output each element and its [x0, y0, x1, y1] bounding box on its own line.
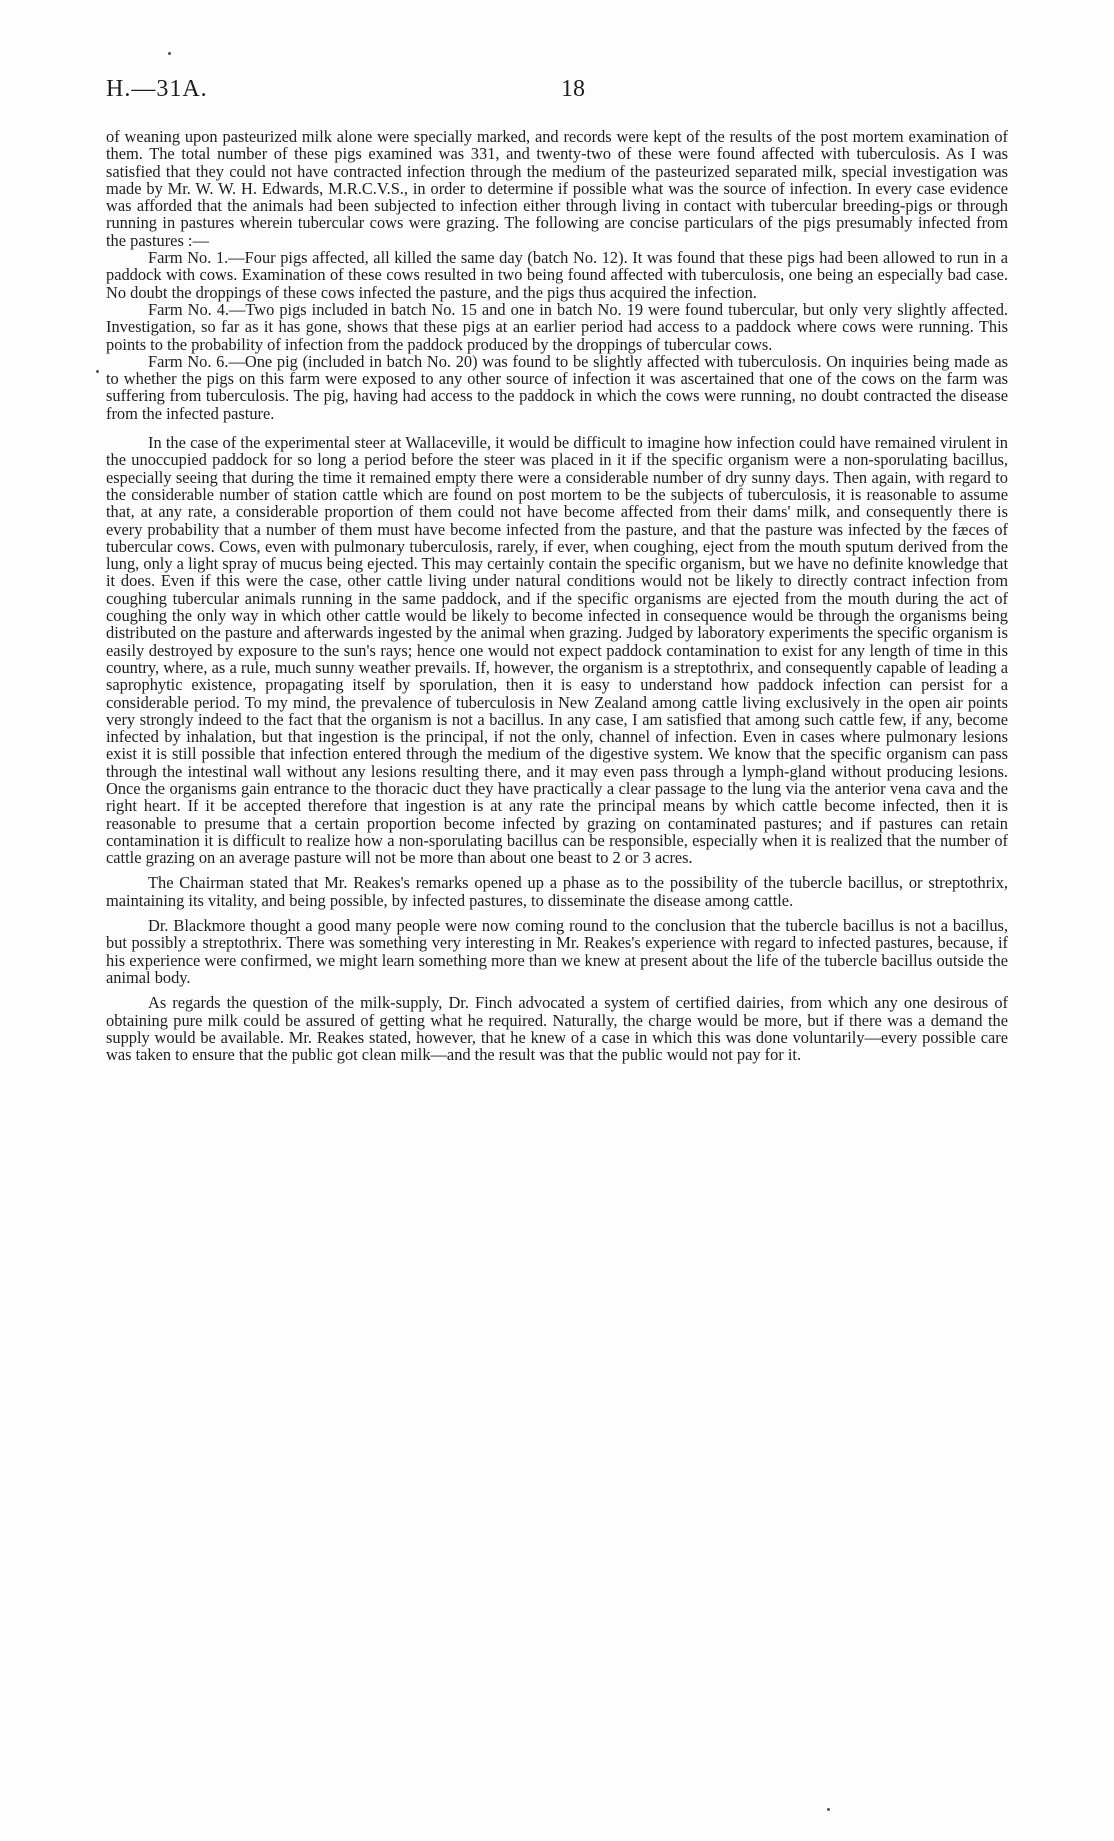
paragraph-farm-1: Farm No. 1.—Four pigs affected, all killed the same day (batch No. 12). It was found that these pigs had been allowed to run in a paddock with cows. Examination of these cows resulted in two being found affected with tuberculosis, one being an especially bad case. No doubt the droppings of these cows infected the pasture, and the pigs thus acquired the infection. [106, 248, 1008, 302]
page-header [106, 76, 1008, 110]
body-text [106, 128, 1008, 1071]
speck-mark [168, 52, 171, 55]
speck-mark [827, 1808, 830, 1811]
document-id: H.—31A. [106, 76, 208, 102]
paragraph-farm-6: Farm No. 6.—One pig (included in batch No. 20) was found to be slightly affected with tuberculosis. On inquiries being made as to whether the pigs on this farm were exposed to any other source of infection it was ascertained that one of the cows on the farm was suffering from tuberculosis. The pig, having had access to the paddock in which the cows were running, no doubt contracted the disease from the infected pasture. [106, 351, 1008, 423]
page-number: 18 [561, 76, 585, 102]
speck-mark [96, 370, 99, 373]
paragraph: In the case of the experimental steer at Wallaceville, it would be difficult to imagine how infection could have remained virulent in the unoccupied paddock for so long a period before the steer was placed in it if the specific organism were a non-sporulating bacillus, especially seeing that during the time it remained empty there were a considerable number of dry sunny days. Then again, with regard to the considerable number of station cattle which are found on post mortem to be the subjects of tuberculosis, it is reasonable to assume that, at any rate, a considerable proportion of them could not have become affected from their dams' milk, and consequently there is every probability that a number of them must have become infected from the pasture, and that the pasture was infected by the fæces of tubercular cows. Cows, even with pulmonary tuberculosis, rarely, if ever, when coughing, eject from the mouth sputum derived from the lung, only a light spray of mucus being ejected. This may certainly contain the specific organism, but we have no definite knowledge that it does. Even if this were the case, other cattle living under natural conditions would not be likely to directly contract infection from coughing tubercular animals running in the same paddock, and if the specific organisms are ejected from the mouth during the act of coughing the only way in which other cattle would be likely to become infected in consequence would be through the organisms being distributed on the pasture and afterwards ingested by the animal when grazing. Judged by laboratory experiments the specific organism is easily destroyed by exposure to the sun's rays; hence one would not expect paddock contamination to exist for any length of time in this country, where, as a rule, much sunny weather prevails. If, however, the organism is a streptothrix, and consequently capable of leading a saprophytic existence, propagating itself by sporulation, then it is easy to understand how paddock infection can persist for a considerable period. To my mind, the prevalence of tuberculosis in New Zealand among cattle living exclusively in the open air points very strongly indeed to the fact that the organism is not a bacillus. In any case, I am satisfied that among such cattle few, if any, become infected by inhalation, but that ingestion is the principal, if not the only, channel of infection. Even in cases where pulmonary lesions exist it is still possible that infection entered through the medium of the digestive system. We know that the specific organism can pass through the intestinal wall without any lesions resulting there, and it may even pass through a lymph-gland without producing lesions. Once the organisms gain entrance to the thoracic duct they have practically a clear passage to the lung via the anterior vena cava and the right heart. If it be accepted therefore that ingestion is at any rate the principal means by which cattle become infected, then it is reasonable to presume that a certain proportion become infected by grazing on contaminated pastures; and if pastures can retain contamination it is difficult to realize how a non-sporulating bacillus can be responsible, especially when it is realized that the number of cattle grazing on an average pasture will not be more than about one beast to 2 or 3 acres. [106, 433, 1008, 868]
paragraph: The Chairman stated that Mr. Reakes's remarks opened up a phase as to the possibility of the tubercle bacillus, or streptothrix, maintaining its vitality, and being possible, by infected pastures, to disseminate the disease among cattle. [106, 873, 1008, 910]
paragraph: Dr. Blackmore thought a good many people were now coming round to the conclusion that the tubercle bacillus is not a bacillus, but possibly a streptothrix. There was something very interesting in Mr. Reakes's experience with regard to infected pastures, because, if his experience were confirmed, we might learn something more than we knew at present about the life of the tubercle bacillus outside the animal body. [106, 916, 1008, 987]
paragraph: of weaning upon pasteurized milk alone were specially marked, and records were kept of the results of the post mortem examination of them. The total number of these pigs examined was 331, and twenty-two of these were found affected with tuberculosis. As I was satisfied that they could not have contracted infection through the medium of the pasteurized separated milk, special investigation was made by Mr. W. W. H. Edwards, M.R.C.V.S., in order to determine if possible what was the source of infection. In every case evidence was afforded that the animals had been subjected to infection either through living in contact with tubercular breeding-pigs or through running in pastures wherein tubercular cows were grazing. The following are concise particulars of the pigs presumably infected from the pastures :— [106, 127, 1008, 250]
paragraph: As regards the question of the milk-supply, Dr. Finch advocated a system of certified dairies, from which any one desirous of obtaining pure milk could be assured of getting what he required. Naturally, the charge would be more, but if there was a demand the supply would be available. Mr. Reakes stated, however, that he knew of a case in which this was done voluntarily—every possible care was taken to ensure that the public got clean milk—and the result was that the public would not pay for it. [106, 993, 1008, 1065]
paragraph-farm-4: Farm No. 4.—Two pigs included in batch No. 15 and one in batch No. 19 were found tubercular, but only very slightly affected. Investigation, so far as it has gone, shows that these pigs at an earlier period had access to a paddock where cows were running. This points to the probability of infection from the paddock produced by the droppings of tubercular cows. [106, 299, 1008, 354]
